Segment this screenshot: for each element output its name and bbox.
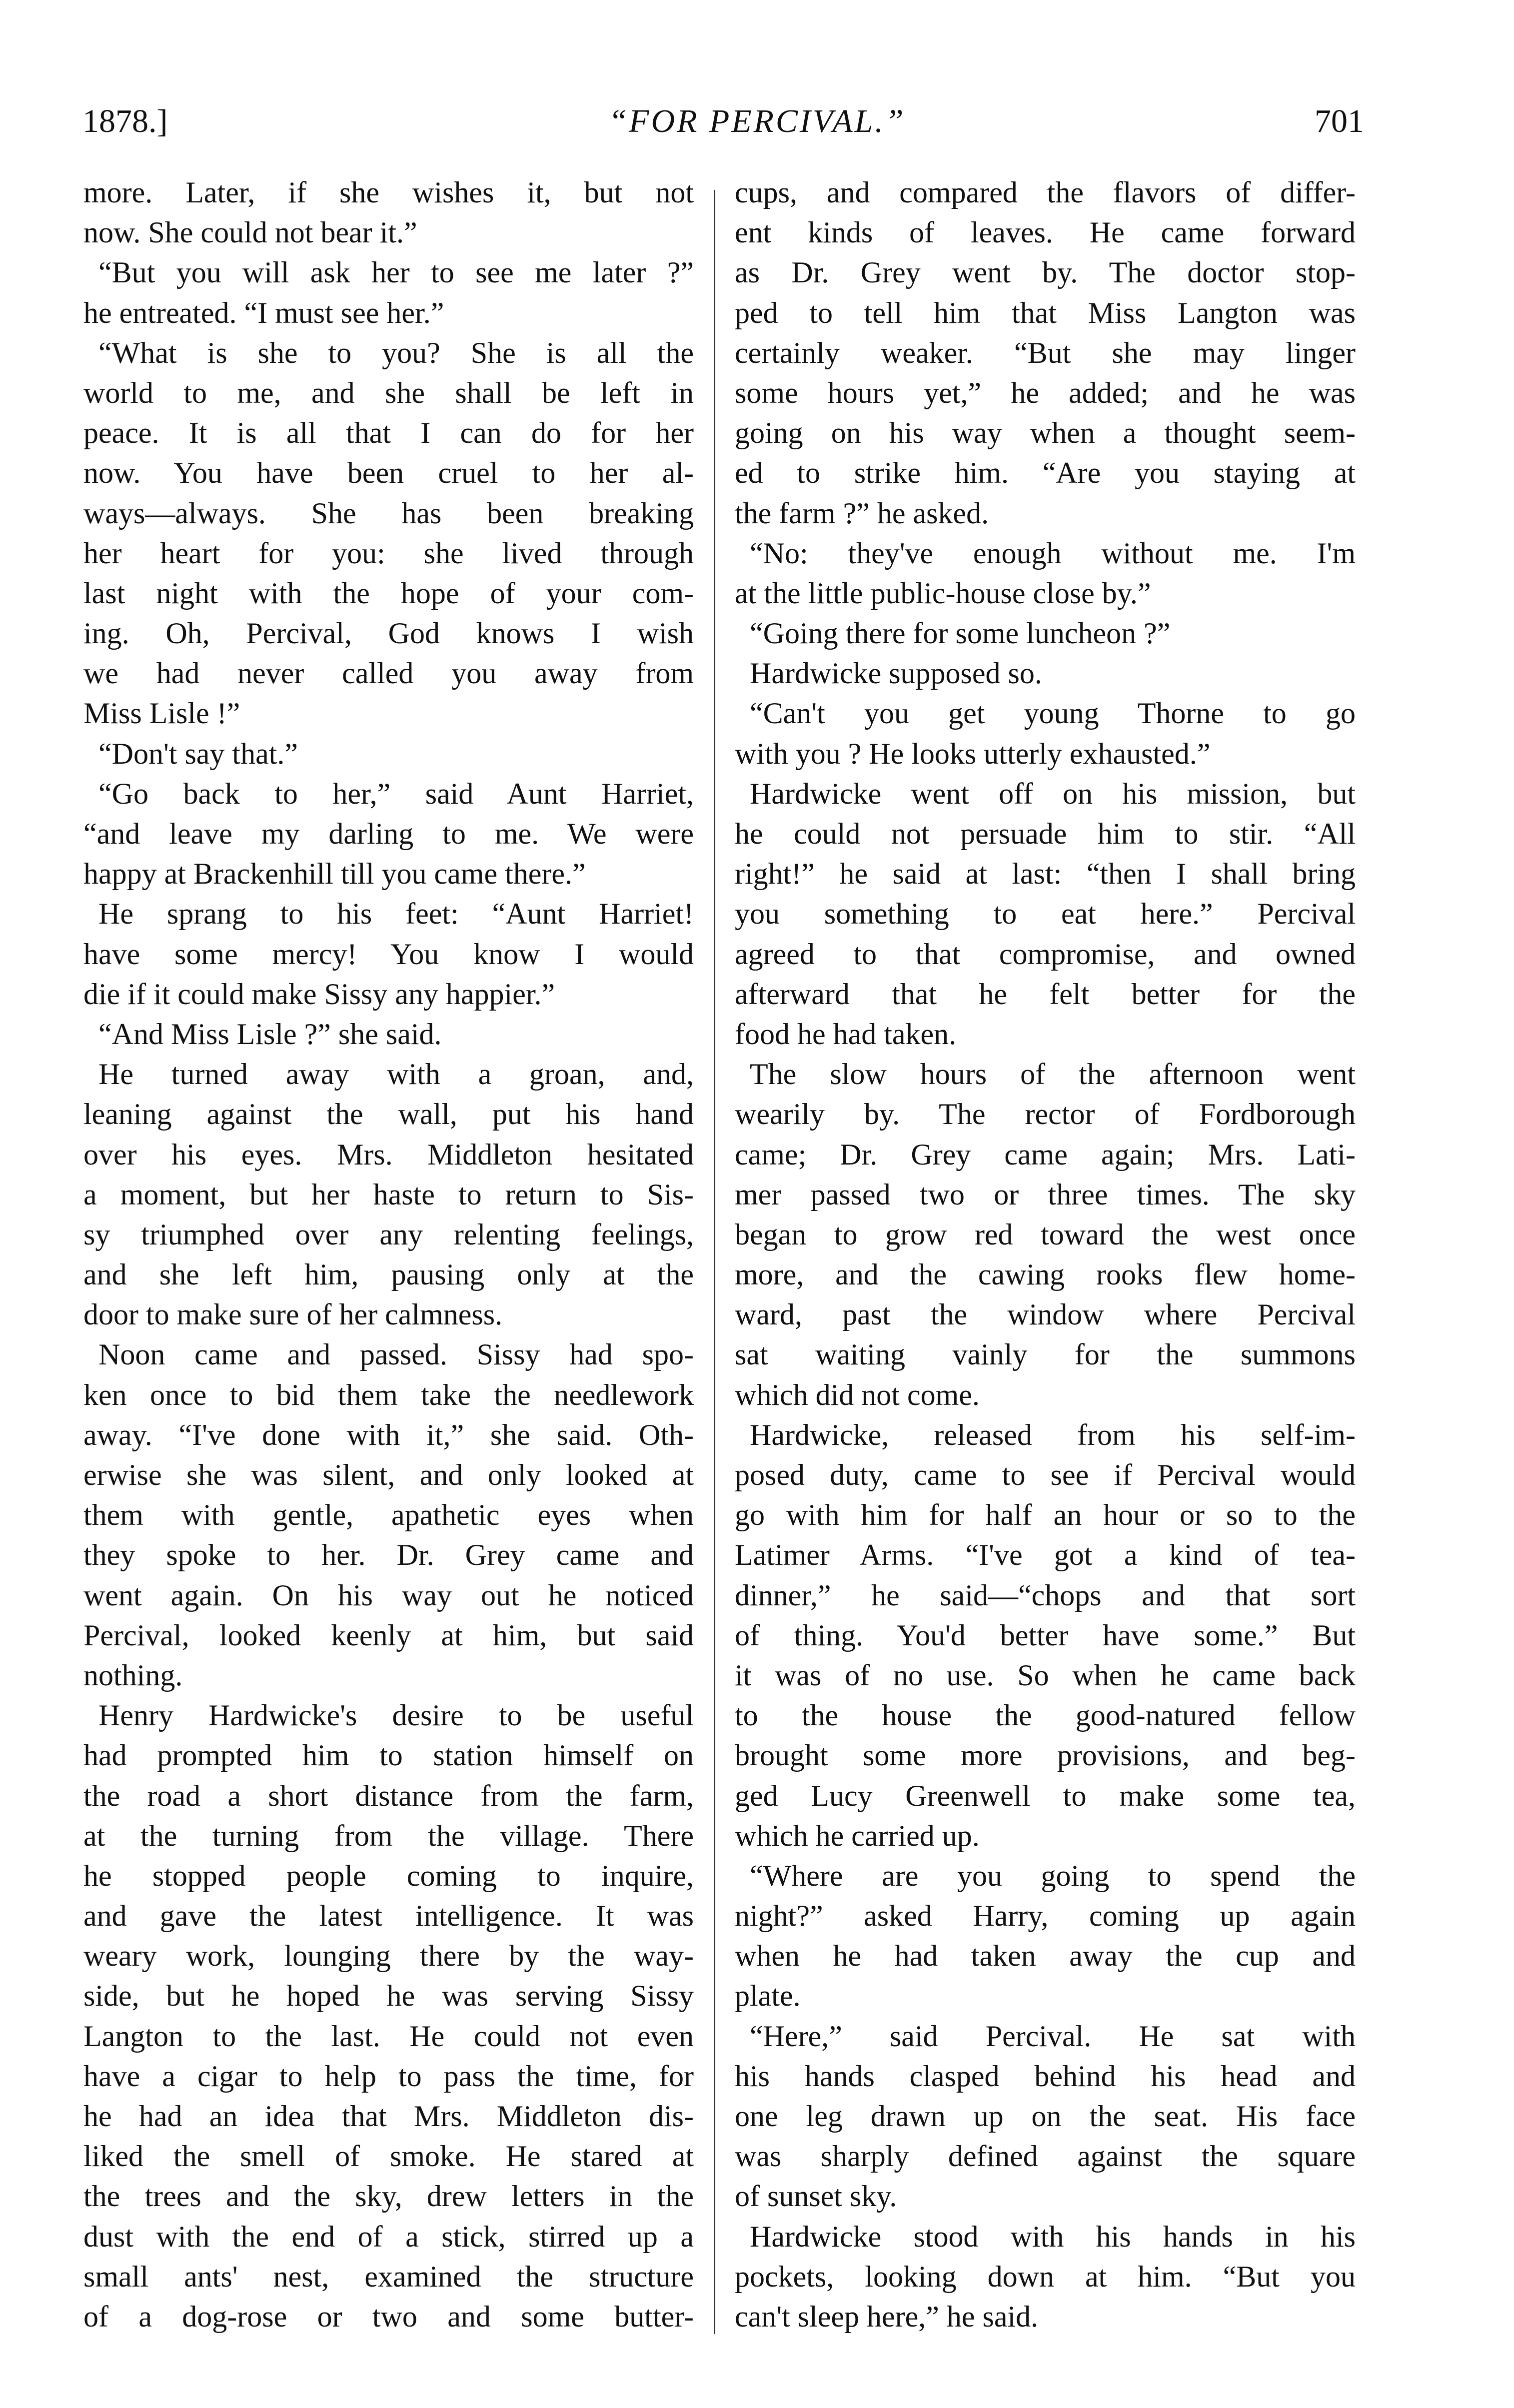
text-line: cups, and compared the flavors of differ- [735,176,1356,209]
text-line: Latimer Arms. “I've got a kind of tea- [735,1538,1356,1572]
text-line: night?” asked Harry, coming up again [735,1899,1356,1933]
paragraph [735,1054,1356,1415]
text-line: peace. It is all that I can do for her [83,416,694,450]
text-line: to the house the good-natured fellow [735,1699,1356,1732]
text-line: world to me, and she shall be left in [83,376,694,409]
paragraph [735,533,1356,613]
text-line: Hardwicke went off on his mission, but [750,777,1356,810]
text-line: he had an idea that Mrs. Middleton dis- [83,2100,694,2133]
text-line: “What is she to you? She is all the [98,336,694,369]
running-head-year: 1878.] [82,103,168,139]
paragraph [735,172,1356,533]
text-line: went again. On his way out he noticed [83,1578,694,1612]
text-line: a moment, but her haste to return to Sis- [83,1178,694,1211]
text-line: have a cigar to help to pass the time, for [83,2059,694,2093]
text-line: sy triumphed over any relenting feelings, [83,1217,694,1251]
text-line: now. You have been cruel to her al- [83,456,694,490]
paragraph [83,252,694,332]
paragraph [83,172,694,252]
text-line: he stopped people coming to inquire, [83,1859,694,1892]
text-line: brought some more provisions, and beg- [735,1739,1356,1772]
text-line: it was of no use. So when he came back [735,1658,1356,1692]
text-line: dust with the end of a stick, stirred up a [83,2220,694,2253]
paragraph [83,774,694,894]
text-line: He turned away with a groan, and, [98,1058,694,1091]
text-line: they spoke to her. Dr. Grey came and [83,1538,694,1572]
text-line: The slow hours of the afternoon went [750,1058,1356,1091]
text-line: Noon came and passed. Sissy had spo- [98,1338,694,1371]
text-line: came; Dr. Grey came again; Mrs. Lati- [735,1138,1356,1171]
text-line: last night with the hope of your com- [83,576,694,610]
text-line: at the little public-house close by.” [735,576,1151,610]
paragraph [83,1334,694,1695]
text-line: posed duty, came to see if Percival would [735,1458,1356,1491]
text-line: “Where are you going to spend the [750,1859,1356,1892]
text-line: mer passed two or three times. The sky [735,1178,1356,1211]
text-line: and she left him, pausing only at the [83,1258,694,1291]
paragraph [735,774,1356,1054]
text-line: of a dog-rose or two and some butter- [83,2300,694,2333]
text-line: “Here,” said Percival. He sat with [750,2019,1356,2053]
text-line: have some mercy! You know I would [83,937,694,971]
text-line: away. “I've done with it,” she said. Oth- [83,1418,694,1451]
text-line: dinner,” he said—“chops and that sort [735,1578,1356,1612]
text-line: go with him for half an hour or so to the [735,1498,1356,1532]
text-line: small ants' nest, examined the structure [83,2260,694,2293]
text-line: Percival, looked keenly at him, but said [83,1618,694,1652]
text-line: Hardwicke stood with his hands in his [750,2220,1356,2253]
text-line: of thing. You'd better have some.” But [735,1618,1356,1652]
paragraph [735,653,1356,693]
text-line: the farm ?” he asked. [735,496,989,530]
text-line: afterward that he felt better for the [735,977,1356,1011]
text-line: the road a short distance from the farm, [83,1779,694,1812]
text-line: “and leave my darling to me. We were [83,817,694,850]
text-line: you something to eat here.” Percival [735,897,1356,931]
paragraph [735,613,1356,653]
running-head-title: “FOR PERCIVAL.” [608,103,906,139]
paragraph [735,2016,1356,2217]
text-line: certainly weaker. “But she may linger [735,336,1356,369]
text-line: He sprang to his feet: “Aunt Harriet! [98,897,694,931]
text-line: now. She could not bear it.” [83,216,417,249]
text-line: pockets, looking down at him. “But you [735,2260,1356,2293]
text-line: ent kinds of leaves. He came forward [735,216,1356,249]
text-line: began to grow red toward the west once [735,1217,1356,1251]
text-line: Hardwicke supposed so. [750,657,1042,690]
text-line: at the turning from the village. There [83,1819,694,1852]
text-line: ged Lucy Greenwell to make some tea, [735,1779,1356,1812]
text-line: “And Miss Lisle ?” she said. [98,1017,442,1051]
text-line: agreed to that compromise, and owned [735,937,1356,971]
text-line: “Going there for some luncheon ?” [750,617,1171,650]
text-line: was sharply defined against the square [735,2140,1356,2173]
text-line: weary work, lounging there by the way- [83,1939,694,1973]
paragraph [735,1415,1356,1856]
text-line: which did not come. [735,1378,980,1411]
text-line: right!” he said at last: “then I shall bring [735,857,1356,891]
text-line: had prompted him to station himself on [83,1739,694,1772]
text-line: erwise she was silent, and only looked at [83,1458,694,1491]
text-line: them with gentle, apathetic eyes when [83,1498,694,1532]
text-line: going on his way when a thought seem- [735,416,1356,450]
text-line: when he had taken away the cup and [735,1939,1356,1973]
text-line: more. Later, if she wishes it, but not [83,176,694,209]
text-line: plate. [735,1979,801,2013]
text-line: ken once to bid them take the needlework [83,1378,694,1411]
text-line: as Dr. Grey went by. The doctor stop- [735,256,1356,289]
paragraph [735,2217,1356,2337]
text-line: liked the smell of smoke. He stared at [83,2140,694,2173]
text-line: more, and the cawing rooks flew home- [735,1258,1356,1291]
page-number: 701 [1315,103,1364,139]
text-line: ped to tell him that Miss Langton was [735,296,1356,329]
paragraph [83,1695,694,2337]
paragraph [83,1054,694,1334]
text-line: ways—always. She has been breaking [83,496,694,530]
paragraph [83,333,694,734]
text-line: “Go back to her,” said Aunt Harriet, [98,777,694,810]
text-column-left [83,172,694,2337]
text-line: ed to strike him. “Are you staying at [735,456,1356,490]
text-line: sat waiting vainly for the summons [735,1338,1356,1371]
text-line: side, but he hoped he was serving Sissy [83,1979,694,2013]
paragraph [735,693,1356,773]
paragraph [735,1856,1356,2016]
text-line: he could not persuade him to stir. “All [735,817,1356,850]
text-line: one leg drawn up on the seat. His face [735,2100,1356,2133]
text-line: Henry Hardwicke's desire to be useful [98,1699,694,1732]
text-line: wearily by. The rector of Fordborough [735,1098,1356,1131]
text-line: die if it could make Sissy any happier.” [83,977,555,1011]
text-line: happy at Brackenhill till you came there.” [83,857,586,891]
text-line: of sunset sky. [735,2180,897,2213]
text-line: ward, past the window where Percival [735,1298,1356,1331]
text-line: some hours yet,” he added; and he was [735,376,1356,409]
text-line: with you ? He looks utterly exhausted.” [735,737,1211,770]
text-line: Miss Lisle !” [83,697,240,730]
text-line: he entreated. “I must see her.” [83,296,444,329]
text-line: door to make sure of her calmness. [83,1298,503,1331]
text-line: nothing. [83,1658,183,1692]
text-line: which he carried up. [735,1819,980,1852]
text-line: and gave the latest intelligence. It was [83,1899,694,1933]
column-divider [714,190,715,2334]
text-line: “Can't you get young Thorne to go [750,697,1356,730]
text-line: Langton to the last. He could not even [83,2019,694,2053]
paragraph [83,894,694,1014]
text-line: the trees and the sky, drew letters in the [83,2180,694,2213]
text-line: his hands clasped behind his head and [735,2059,1356,2093]
text-line: her heart for you: she lived through [83,536,694,570]
paragraph [83,1014,694,1054]
text-line: we had never called you away from [83,657,694,690]
text-column-right [735,172,1356,2337]
text-line: “No: they've enough without me. I'm [750,536,1356,570]
paragraph [83,734,694,774]
text-line: “Don't say that.” [98,737,298,770]
text-line: food he had taken. [735,1017,957,1051]
text-line: Hardwicke, released from his self-im- [750,1418,1356,1451]
text-line: leaning against the wall, put his hand [83,1098,694,1131]
text-line: “But you will ask her to see me later ?” [98,256,694,289]
text-line: over his eyes. Mrs. Middleton hesitated [83,1138,694,1171]
text-line: ing. Oh, Percival, God knows I wish [83,617,694,650]
text-line: can't sleep here,” he said. [735,2300,1039,2333]
